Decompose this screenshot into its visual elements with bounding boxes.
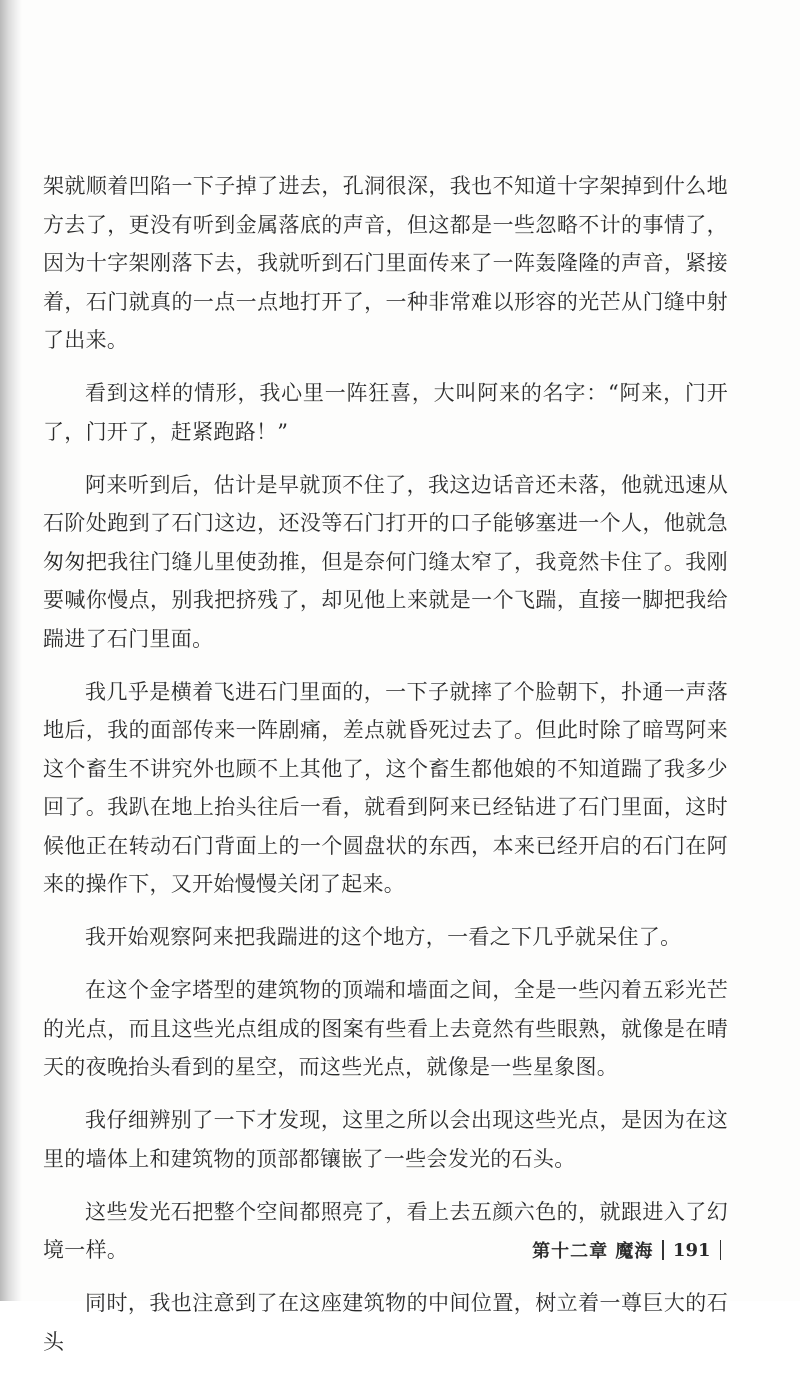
body-text [43, 167, 728, 1376]
paragraph: 在这个金字塔型的建筑物的顶端和墙面之间，全是一些闪着五彩光芒的光点，而且这些光点组成的图案有些看上去竟然有些眼熟，就像是在晴天的夜晚抬头看到的星空，而这些光点，就像是一些星象图。 [43, 978, 728, 1079]
binding-gutter-shadow [0, 0, 22, 1301]
chapter-title: 第十二章 魔海 [532, 1241, 654, 1262]
footer-divider-end [720, 1240, 722, 1260]
paragraph: 这些发光石把整个空间都照亮了，看上去五颜六色的，就跟进入了幻境一样。 [43, 1199, 728, 1262]
footer-divider [662, 1240, 664, 1260]
page-number: 191 [672, 1239, 711, 1261]
paragraph-continuation: 架就顺着凹陷一下子掉了进去，孔洞很深，我也不知道十字架掉到什么地方去了，更没有听到金属落底的声音，但这都是一些忽略不计的事情了，因为十字架刚落下去，我就听到石门里面传来了一阵轰隆隆的声音，紧接着，石门就真的一点一点地打开了，一种非常难以形容的光芒从门缝中射了出来。 [43, 174, 728, 352]
paragraph: 看到这样的情形，我心里一阵狂喜，大叫阿来的名字：“阿来，门开了，门开了，赶紧跑路！” [43, 381, 728, 444]
paragraph: 我开始观察阿来把我踹进的这个地方，一看之下几乎就呆住了。 [85, 925, 682, 949]
paragraph: 同时，我也注意到了在这座建筑物的中间位置，树立着一尊巨大的石头 [43, 1291, 728, 1354]
page-footer [532, 1235, 730, 1265]
paragraph: 我几乎是横着飞进石门里面的，一下子就摔了个脸朝下，扑通一声落地后，我的面部传来一阵剧痛，差点就昏死过去了。但此时除了暗骂阿来这个畜生不讲究外也顾不上其他了，这个畜生都他娘的不知道踹了我多少回了。我趴在地上抬头往后一看，就看到阿来已经钻进了石门里面，这时候他正在转动石门背面上的一个圆盘状的东西，本来已经开启的石门在阿来的操作下，又开始慢慢关闭了起来。 [43, 679, 728, 896]
paragraph: 阿来听到后，估计是早就顶不住了，我这边话音还未落，他就迅速从石阶处跑到了石门这边，还没等石门打开的口子能够塞进一个人，他就急匆匆把我往门缝儿里使劲推，但是奈何门缝太窄了，我竟然卡住了。我刚要喊你慢点，别我把挤残了，却见他上来就是一个飞踹，直接一脚把我给踹进了石门里面。 [43, 472, 728, 651]
paragraph: 我仔细辨别了一下才发现，这里之所以会出现这些光点，是因为在这里的墙体上和建筑物的顶部都镶嵌了一些会发光的石头。 [43, 1108, 728, 1171]
